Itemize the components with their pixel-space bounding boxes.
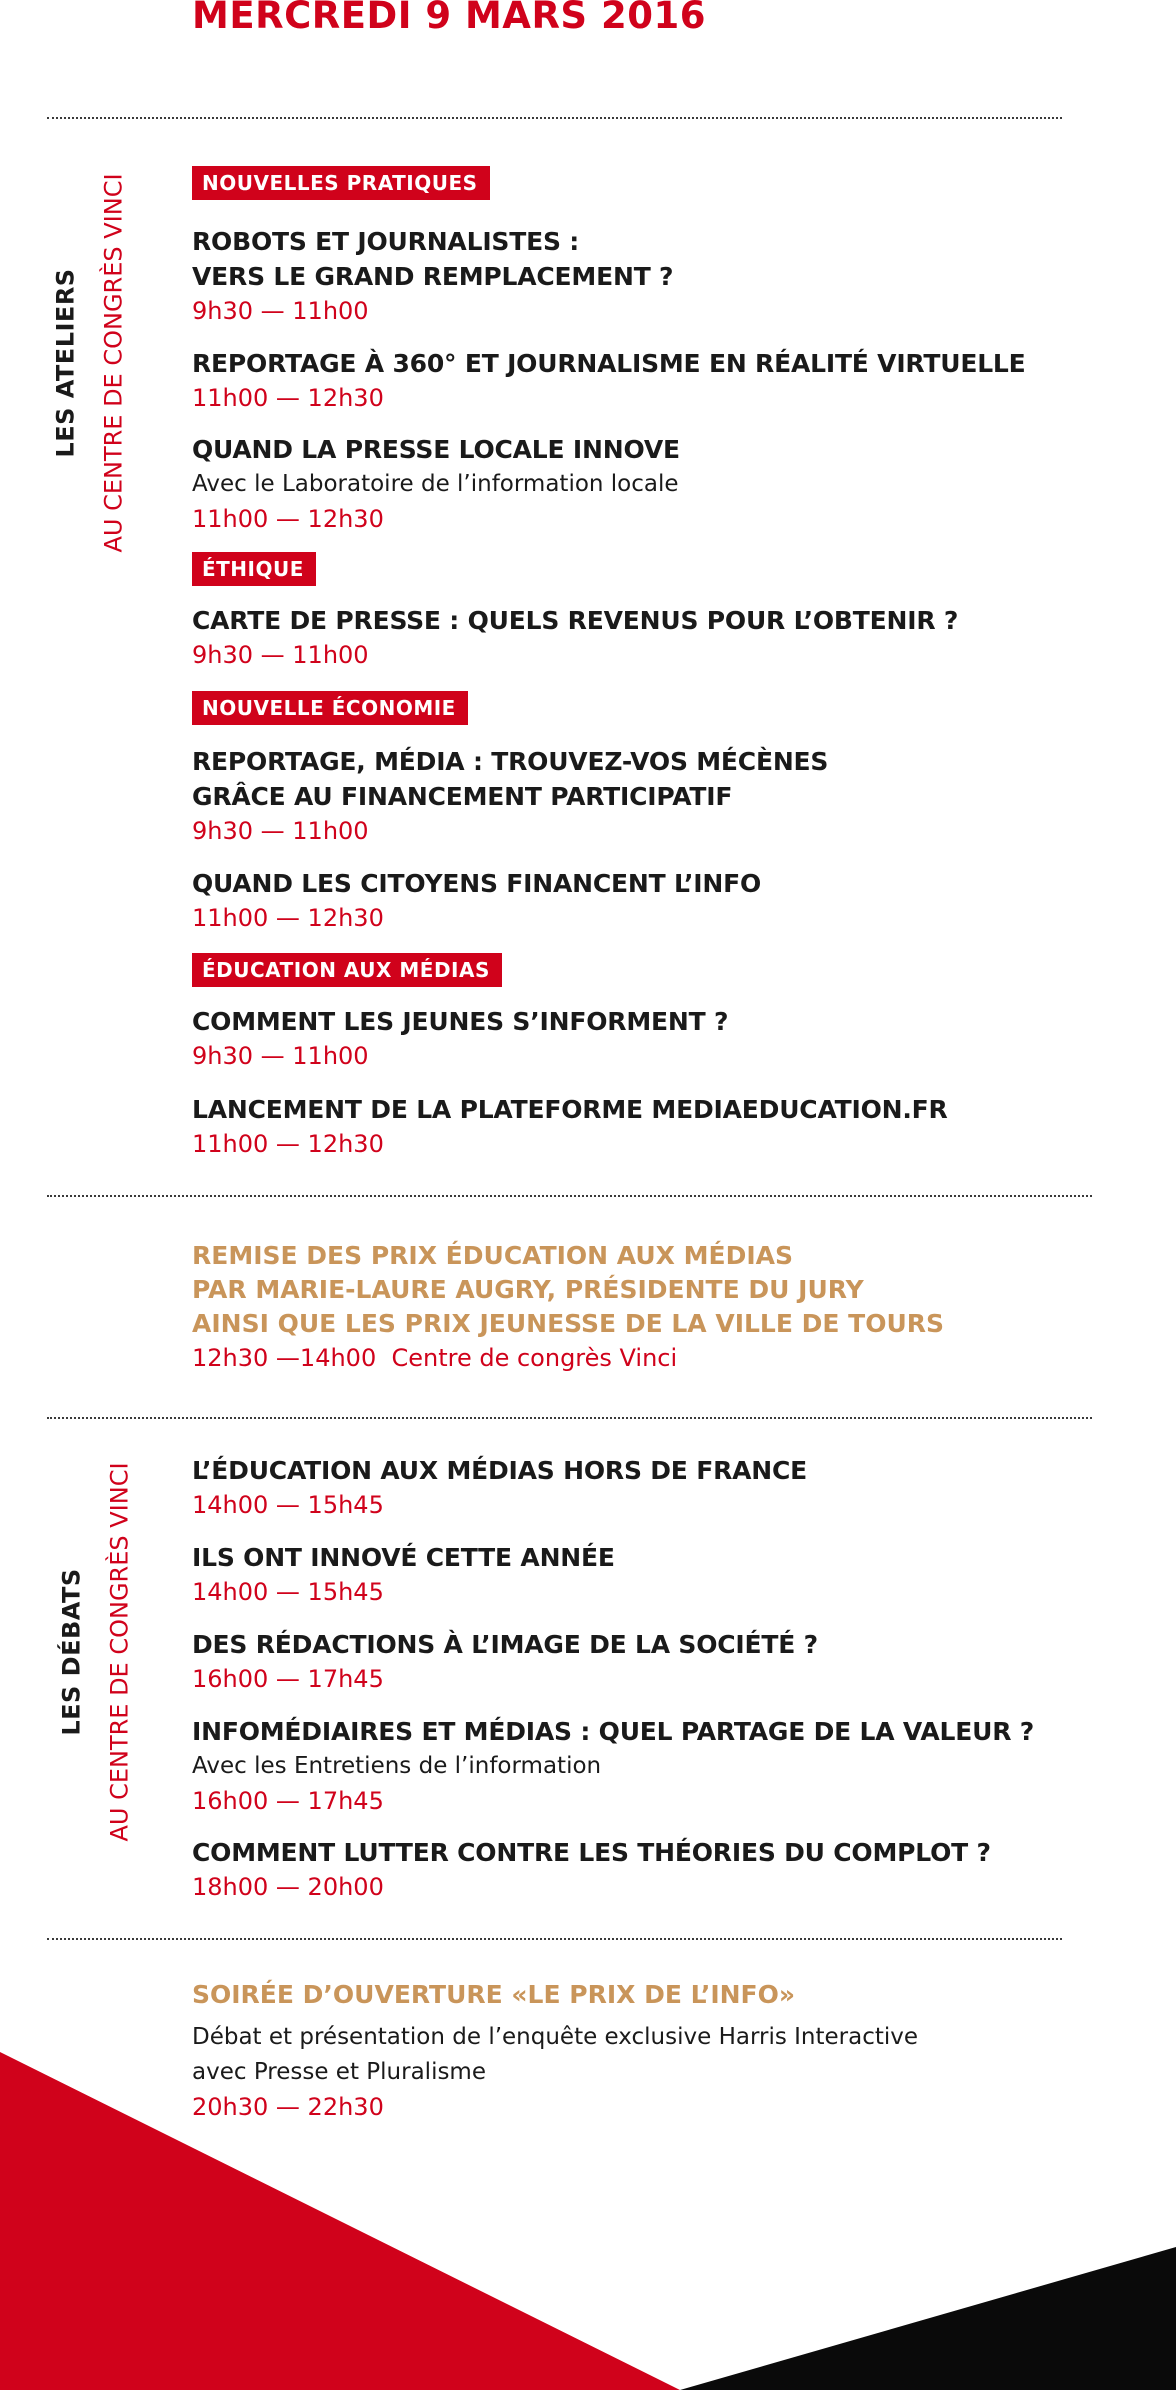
- soiree-title: SOIRÉE D’OUVERTURE «LE PRIX DE L’INFO»: [192, 1980, 796, 2009]
- page-date: MERCREDI 9 MARS 2016: [192, 0, 706, 37]
- session-time: 11h00 — 12h30: [192, 384, 384, 412]
- category-label: ÉDUCATION AUX MÉDIAS: [192, 953, 502, 987]
- debate-title: L’ÉDUCATION AUX MÉDIAS HORS DE FRANCE: [192, 1456, 808, 1485]
- debate-title: INFOMÉDIAIRES ET MÉDIAS : QUEL PARTAGE DE LA VALEUR ?: [192, 1717, 1035, 1746]
- debats-venue: AU CENTRE DE CONGRÈS VINCI: [105, 1462, 133, 1842]
- session-title-line: REPORTAGE, MÉDIA : TROUVEZ-VOS MÉCÈNES: [192, 747, 829, 776]
- soiree-block: [192, 1978, 918, 2125]
- black-triangle: [680, 2247, 1176, 2390]
- category-label: NOUVELLES PRATIQUES: [192, 166, 490, 200]
- debate-title: ILS ONT INNOVÉ CETTE ANNÉE: [192, 1543, 615, 1572]
- session-time: 9h30 — 11h00: [192, 297, 369, 325]
- session-time: 9h30 — 11h00: [192, 641, 369, 669]
- debate-time: 14h00 — 15h45: [192, 1578, 384, 1606]
- session-subtitle: Avec le Laboratoire de l’information locale: [192, 471, 679, 497]
- prix-time: 12h30 —14h00 Centre de congrès Vinci: [192, 1344, 678, 1372]
- session-time: 11h00 — 12h30: [192, 505, 384, 533]
- session-title-line: QUAND LES CITOYENS FINANCENT L’INFO: [192, 869, 762, 898]
- soiree-description-line: Débat et présentation de l’enquête exclusive Harris Interactive: [192, 2024, 919, 2050]
- ateliers-label: LES ATELIERS: [51, 268, 80, 458]
- debats-label: LES DÉBATS: [57, 1568, 86, 1736]
- session-title-line: CARTE DE PRESSE : QUELS REVENUS POUR L’OBTENIR ?: [192, 606, 959, 635]
- debate-title: DES RÉDACTIONS À L’IMAGE DE LA SOCIÉTÉ ?: [192, 1630, 818, 1659]
- session-title-line: GRÂCE AU FINANCEMENT PARTICIPATIF: [192, 782, 733, 811]
- session-title-line: QUAND LA PRESSE LOCALE INNOVE: [192, 435, 680, 464]
- session-title-line: COMMENT LES JEUNES S’INFORMENT ?: [192, 1007, 729, 1036]
- session-time: 11h00 — 12h30: [192, 1130, 384, 1158]
- session-time: 9h30 — 11h00: [192, 1042, 369, 1070]
- prix-title-line: REMISE DES PRIX ÉDUCATION AUX MÉDIAS: [192, 1241, 794, 1270]
- debate-time: 16h00 — 17h45: [192, 1787, 384, 1815]
- session-time: 11h00 — 12h30: [192, 904, 384, 932]
- session-time: 9h30 — 11h00: [192, 817, 369, 845]
- debate-subtitle: Avec les Entretiens de l’information: [192, 1753, 602, 1779]
- session-title-line: VERS LE GRAND REMPLACEMENT ?: [192, 262, 674, 291]
- prix-title-line: PAR MARIE-LAURE AUGRY, PRÉSIDENTE DU JURY: [192, 1275, 864, 1304]
- debate-title: COMMENT LUTTER CONTRE LES THÉORIES DU COMPLOT ?: [192, 1838, 991, 1867]
- debate-time: 16h00 — 17h45: [192, 1665, 384, 1693]
- prix-title-line: AINSI QUE LES PRIX JEUNESSE DE LA VILLE DE TOURS: [192, 1309, 945, 1338]
- category-label: NOUVELLE ÉCONOMIE: [192, 691, 468, 725]
- session-title-line: ROBOTS ET JOURNALISTES :: [192, 227, 580, 256]
- session-title-line: LANCEMENT DE LA PLATEFORME MEDIAEDUCATION.FR: [192, 1095, 948, 1124]
- soiree-description-line: avec Presse et Pluralisme: [192, 2059, 486, 2085]
- soiree-time: 20h30 — 22h30: [192, 2093, 384, 2121]
- debate-time: 18h00 — 20h00: [192, 1873, 384, 1901]
- session-title-line: REPORTAGE À 360° ET JOURNALISME EN RÉALITÉ VIRTUELLE: [192, 349, 1026, 378]
- debate-time: 14h00 — 15h45: [192, 1491, 384, 1519]
- category-label: ÉTHIQUE: [192, 552, 316, 586]
- ateliers-venue: AU CENTRE DE CONGRÈS VINCI: [99, 173, 127, 553]
